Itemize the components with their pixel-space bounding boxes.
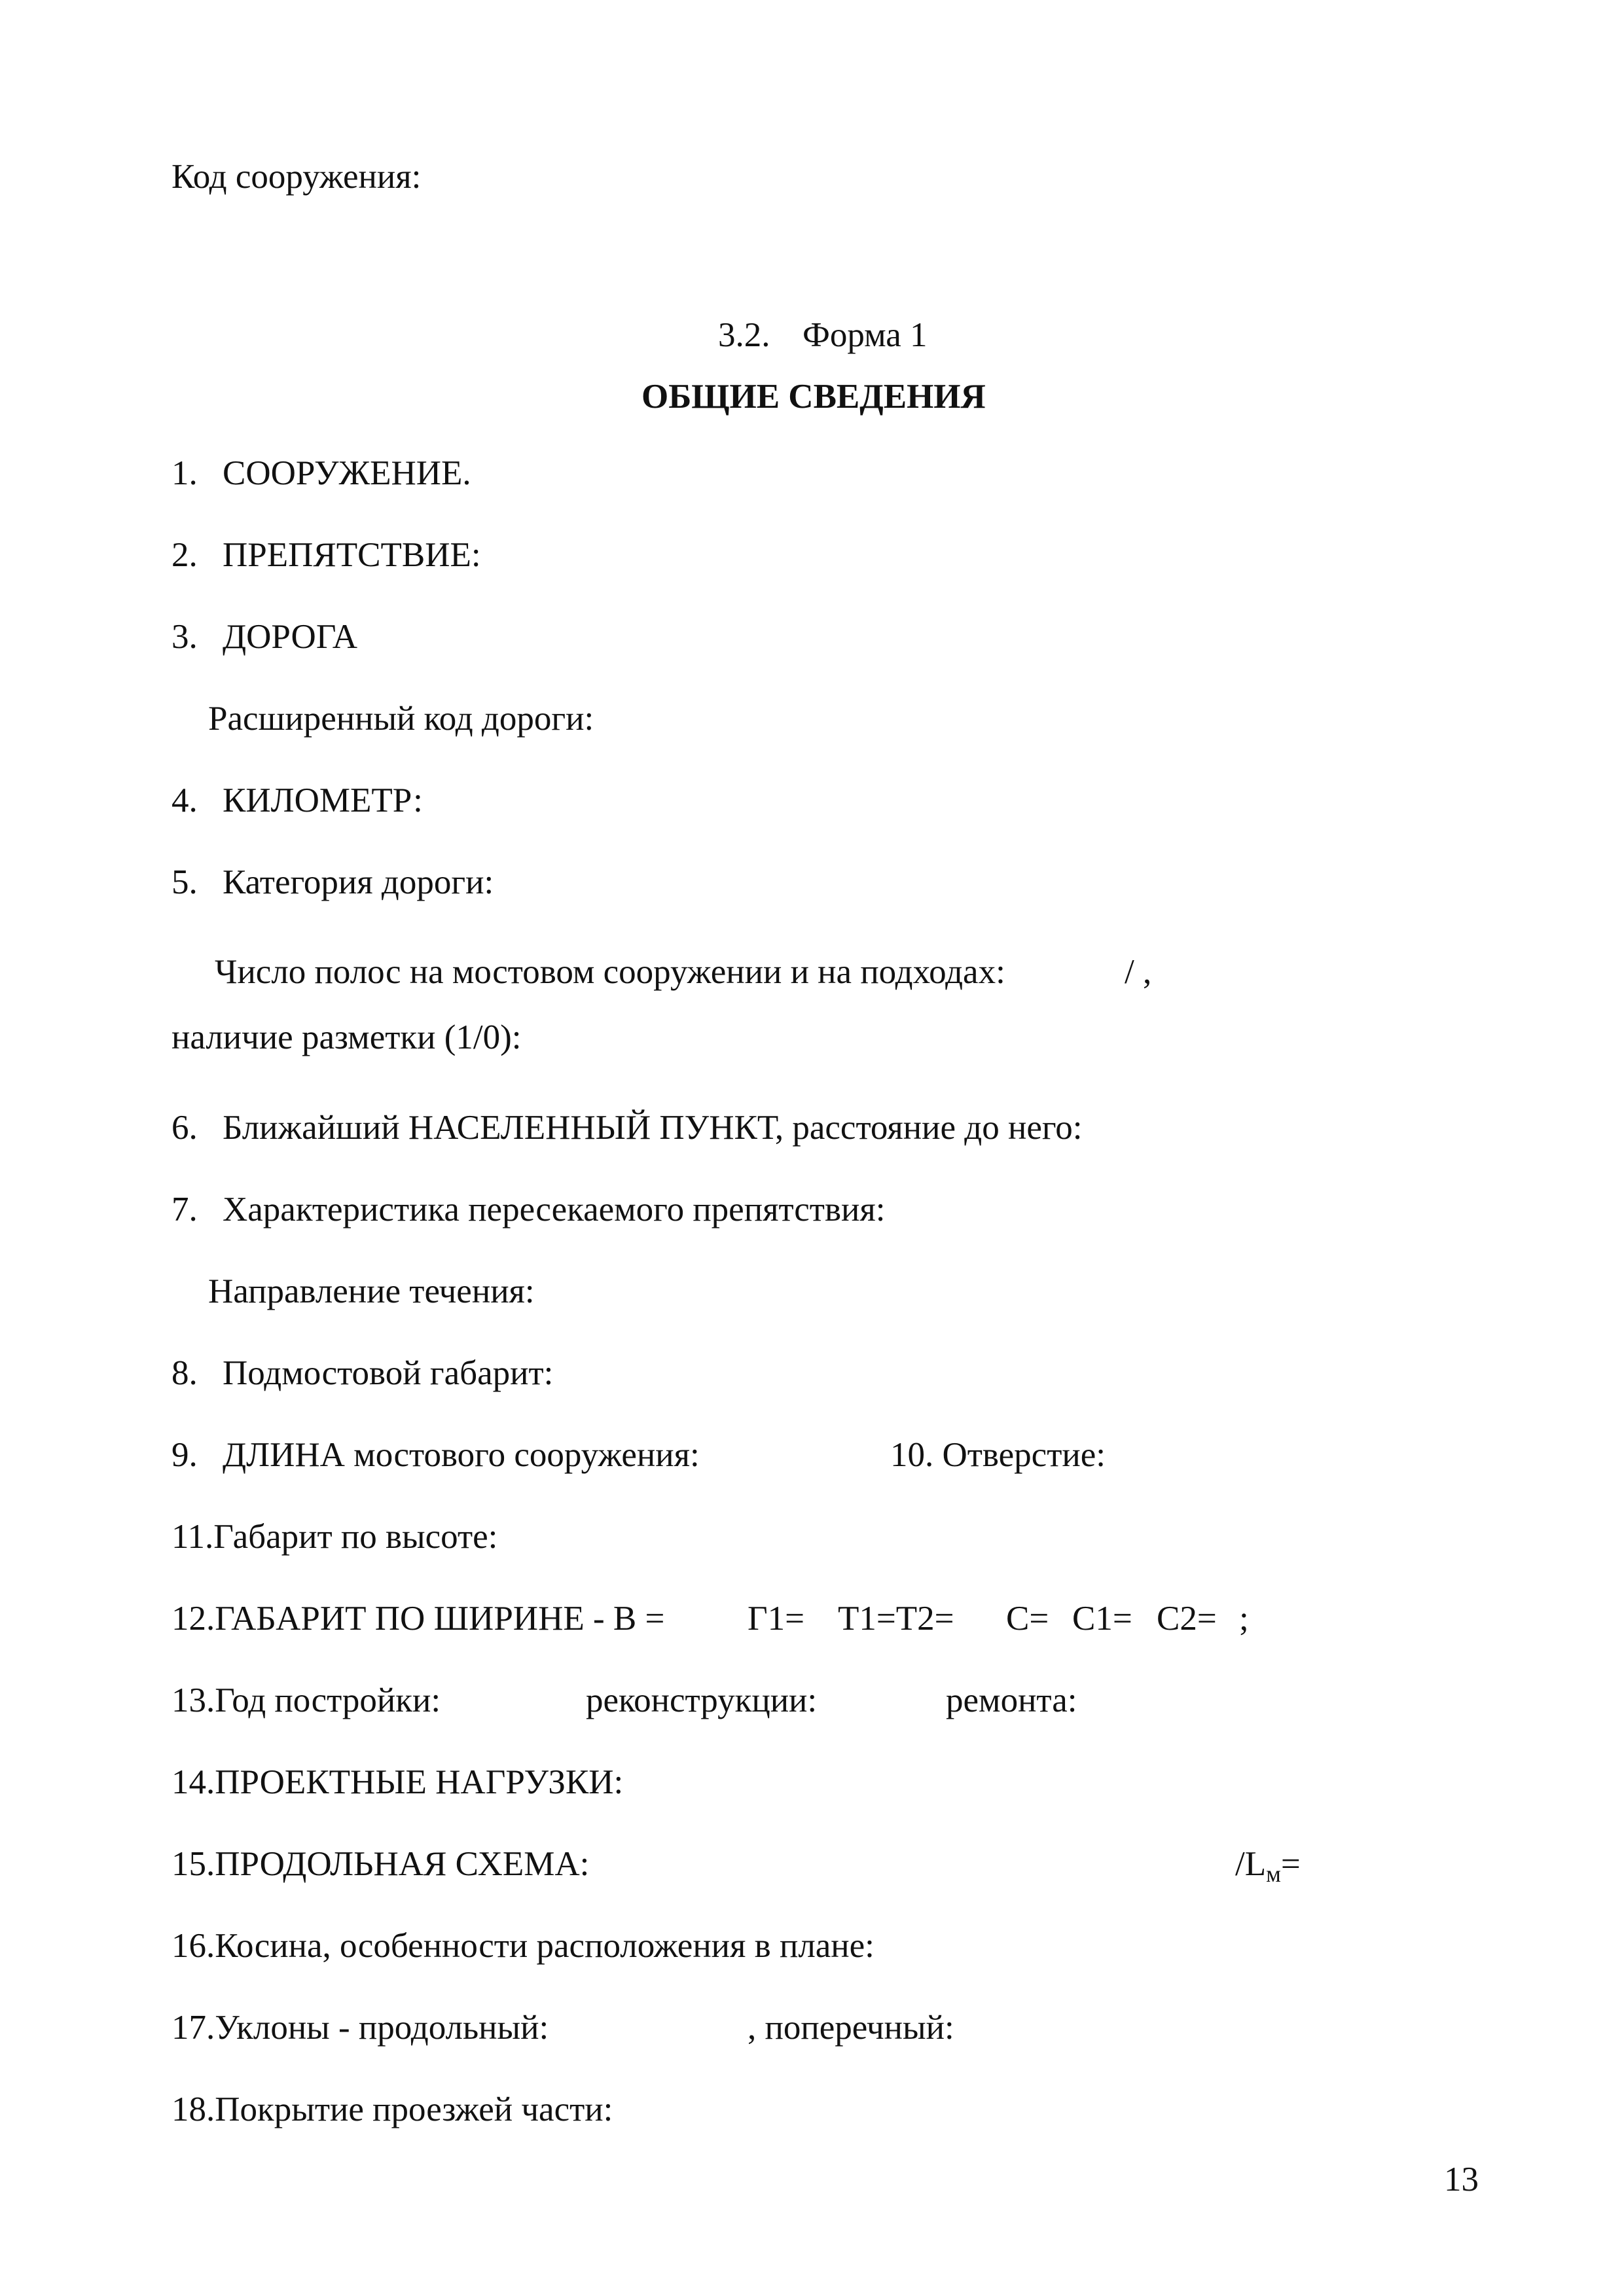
marking-label: наличие разметки (1/0): [171, 1018, 522, 1056]
item-16: 16.Косина, особенности расположения в плане: [171, 1927, 875, 1965]
lanes-separator: / , [1125, 953, 1152, 991]
section-number: 3.2. [718, 316, 770, 354]
item-3 [171, 617, 357, 656]
item-12-end: ; [1239, 1600, 1249, 1638]
structure-code-label: Код сооружения: [171, 158, 422, 196]
item-6 [171, 1108, 1083, 1147]
item-12-g1: Г1= [748, 1600, 805, 1638]
item-number: 1. [171, 454, 198, 492]
lm-prefix: /L [1235, 1845, 1267, 1883]
item-text: ДОРОГА [223, 618, 357, 656]
lm-subscript: м [1266, 1861, 1281, 1887]
item-number: 8. [171, 1354, 198, 1392]
section-heading: ОБЩИЕ СВЕДЕНИЯ [641, 378, 986, 416]
item-number: 9. [171, 1436, 198, 1474]
item-11: 11.Габарит по высоте: [171, 1518, 498, 1556]
item-13-label: 13.Год постройки: [171, 1681, 441, 1719]
item-8 [171, 1354, 553, 1393]
item-4 [171, 781, 423, 820]
page-number: 13 [1444, 2161, 1479, 2198]
item-5 [171, 863, 494, 902]
item-number: 2. [171, 536, 198, 574]
item-12-c2: С2= [1157, 1600, 1217, 1638]
item-12-c1: С1= [1072, 1600, 1132, 1638]
item-text: СООРУЖЕНИЕ. [223, 454, 471, 492]
item-13-repair: ремонта: [946, 1681, 1077, 1719]
item-18: 18.Покрытие проезжей части: [171, 2090, 613, 2128]
item-17-cross: , поперечный: [748, 2009, 954, 2047]
item-2 [171, 535, 481, 575]
item-10: 10. Отверстие: [890, 1436, 1106, 1474]
item-7 [171, 1190, 885, 1229]
item-number: 7. [171, 1191, 198, 1229]
item-text: ДЛИНА мостового сооружения: [223, 1436, 700, 1474]
extended-road-code-label: Расширенный код дороги: [208, 700, 594, 738]
item-14: 14.ПРОЕКТНЫЕ НАГРУЗКИ: [171, 1763, 624, 1801]
item-text: Ближайший НАСЕЛЕННЫЙ ПУНКТ, расстояние до него: [223, 1109, 1083, 1147]
item-12-c: С= [1006, 1600, 1049, 1638]
flow-direction-label: Направление течения: [208, 1272, 535, 1310]
item-text: ПРЕПЯТСТВИЕ: [223, 536, 481, 574]
item-12-label: 12.ГАБАРИТ ПО ШИРИНЕ - В = [171, 1600, 665, 1638]
item-15-lm [1235, 1844, 1301, 1893]
item-number: 3. [171, 618, 198, 656]
lanes-count-label: Число полос на мостовом сооружении и на подходах: [215, 953, 1005, 991]
item-text: КИЛОМЕТР: [223, 781, 423, 819]
item-9 [171, 1435, 700, 1475]
item-text: Подмостовой габарит: [223, 1354, 554, 1392]
item-1 [171, 454, 471, 493]
item-12-t1t2: Т1=Т2= [838, 1600, 954, 1638]
lm-equals: = [1280, 1845, 1301, 1883]
item-15-label: 15.ПРОДОЛЬНАЯ СХЕМА: [171, 1845, 590, 1883]
item-number: 4. [171, 781, 198, 819]
item-13-reconstruction: реконструкции: [586, 1681, 818, 1719]
section-form-title: Форма 1 [803, 316, 928, 354]
item-text: Характеристика пересекаемого препятствия: [223, 1191, 886, 1229]
item-number: 5. [171, 863, 198, 901]
item-number: 6. [171, 1109, 198, 1147]
item-text: Категория дороги: [223, 863, 494, 901]
item-17-label: 17.Уклоны - продольный: [171, 2009, 549, 2047]
